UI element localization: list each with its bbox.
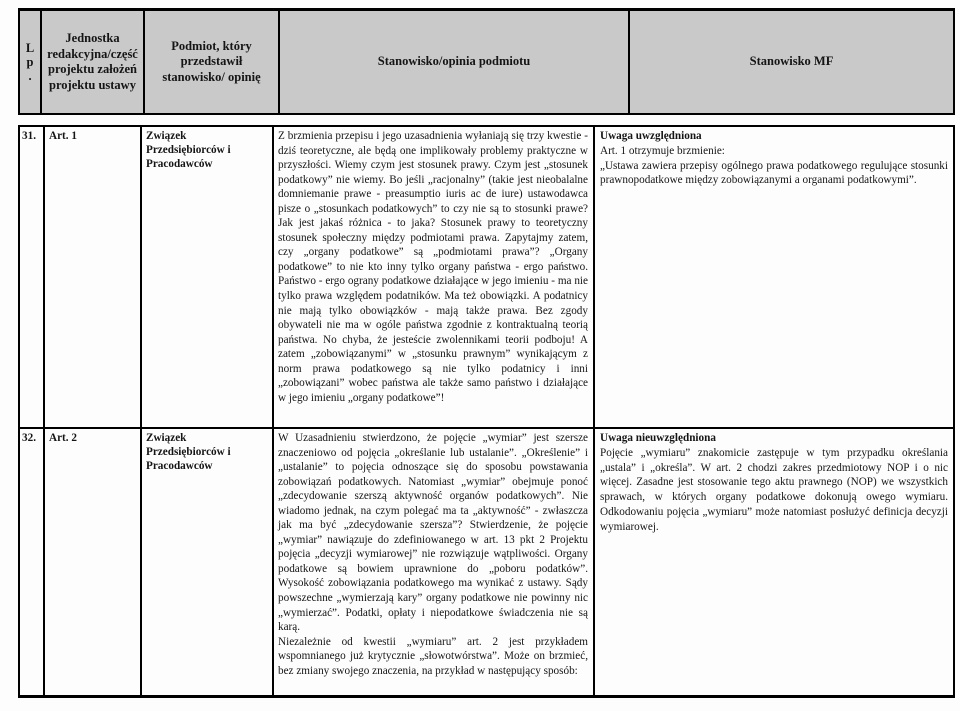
mf-text-line: Art. 1 otrzymuje brzmienie: <box>600 144 725 157</box>
header-cell-lp <box>20 11 42 113</box>
row-unit: Art. 2 <box>45 429 142 695</box>
mf-status-label: Uwaga nieuwzględniona <box>600 432 716 444</box>
row-unit: Art. 1 <box>45 127 142 427</box>
mf-text-paragraph: „Ustawa zawiera przepisy ogólnego prawa podatkowego regulujące stosunki prawnopodatkowe między zobowiązanymi a organami podatkowymi”. <box>600 159 948 187</box>
header-cell-mf: Stanowisko MF <box>749 54 834 69</box>
header-cell-unit: Jednostka redakcyjna/część projektu założeń projektu ustawy <box>42 11 145 113</box>
table-body <box>18 125 955 698</box>
mf-text-paragraph: Pojęcie „wymiaru” znakomicie zastępuje w tym przypadku określania „ustala” i „określa”. W art. 2 chodzi zakres przedmiotowy NOP i o nic więcej. Zasadne jest stosowanie tego aktu prawnego (NOP) we wszystkich sprawach, w których organy podatkowe dokonują owego wymiaru. Odkodowaniu pojęcia „wymiaru” może natomiast posłużyć definicja decyzji wymiarowej. <box>600 446 948 533</box>
row-mf-position <box>595 429 953 695</box>
opinion-paragraph: Niezależnie od kwestii „wymiaru” art. 2 jest przykładem wspomnianego już krytycznie „słowotwórstwa”. Może on brzmieć, bez zmiany swojego znaczenia, na przykład w następujący sposób: <box>278 635 588 677</box>
row-entity: Związek Przedsiębiorców i Pracodawców <box>142 127 274 427</box>
opinion-paragraph: Z brzmienia przepisu i jego uzasadnienia wyłaniają się trzy kwestie - dziś teoretyczne, ale będą one implikowały problemy praktyczne w przyszłości. Wiemy czym jest stosunek prawy. Czym jest „stosunek podatkowy” nie wiemy. Bo jeśli „racjonalny” (takie jest nieobalalne domniemanie prawe - preasumptio iuris ac de iure) ustawodawca pisze o „stosunkach podatkowych” to czy nie są to stosunki prawe? Jak jest jakaś różnica - to jaka? Stosunek prawy to teoretyczny stosunek społeczny między podmiotami prawa. Zapytajmy zatem, czy „organy podatkowe” są „podmiotami prawa”? „Organy podatkowe” to nie kto inny tylko organy państwa - ergo państwo. Państwo - ergo ograny podatkowe działające w jego imieniu - ma nie tylko prawa względem podatników. Ma też obowiązki. A podatnicy nie mają tylko obowiązków - mają także prawa. Bez zgody obywateli nie ma w ogóle państwa zgodnie z kontraktualną teorią państwa. No chyba, że jesteście zwolennikami teorii podboju! A zatem „zobowiązanymi” w „stosunku prawnym” wynikającym z norm prawa podatkowego są nie tylko podatnicy i inni „zobowiązani” wobec państwa ale także samo państwo i działające w jego imieniu „organy podatkowe”! <box>278 130 588 404</box>
row-opinion-text <box>274 429 595 695</box>
table-header-row <box>18 8 955 115</box>
row-entity: Związek Przedsiębiorców i Pracodawców <box>142 429 274 695</box>
header-lp-char: . <box>28 69 32 83</box>
header-cell-entity: Podmiot, który przedstawił stanowisko/ opinię <box>145 11 280 113</box>
table-row-32 <box>20 427 953 695</box>
row-mf-position <box>595 127 953 427</box>
row-number: 31. <box>20 127 45 427</box>
table-row-31 <box>20 127 953 427</box>
header-lp-char: p <box>26 55 34 69</box>
header-lp-char: L <box>25 41 35 55</box>
row-number: 32. <box>20 429 45 695</box>
row-opinion-text <box>274 127 595 427</box>
opinion-paragraph: W Uzasadnieniu stwierdzono, że pojęcie „wymiar” jest szersze znaczeniowo od pojęcia „określanie lub ustalanie”. „Określenie” i „ustalanie” to pojęcia odnoszące się do sposobu powstawania zobowiązań podatkowych. Natomiast „wymiar” obejmuje ponoć „zdecydowanie szerszą aktywność organów podatkowych”. Nie wiadomo jednak, na czym polegać ma ta „aktywność” - zwłaszcza jak ma być „zdecydowanie szersza”? Stwierdzenie, że pojęcie „wymiar” nawiązuje do zdefiniowanego w art. 13 pkt 2 Projektu pojęcia „decyzji wymiarowej” nie rozwiązuje wątpliwości. Organy podatkowe są bowiem uprawnione do „poboru podatków”. Wysokość zobowiązania podatkowego ma wynikać z ustawy. Sądy powszechne „wymierzają kary” organy podatkowe nie powinny nic „wymierzać”. Podatki, opłaty i niepodatkowe świadczenia nie są karą. <box>278 432 588 634</box>
mf-status-label: Uwaga uwzględniona <box>600 130 702 142</box>
header-cell-opinion: Stanowisko/opinia podmiotu <box>280 11 630 113</box>
